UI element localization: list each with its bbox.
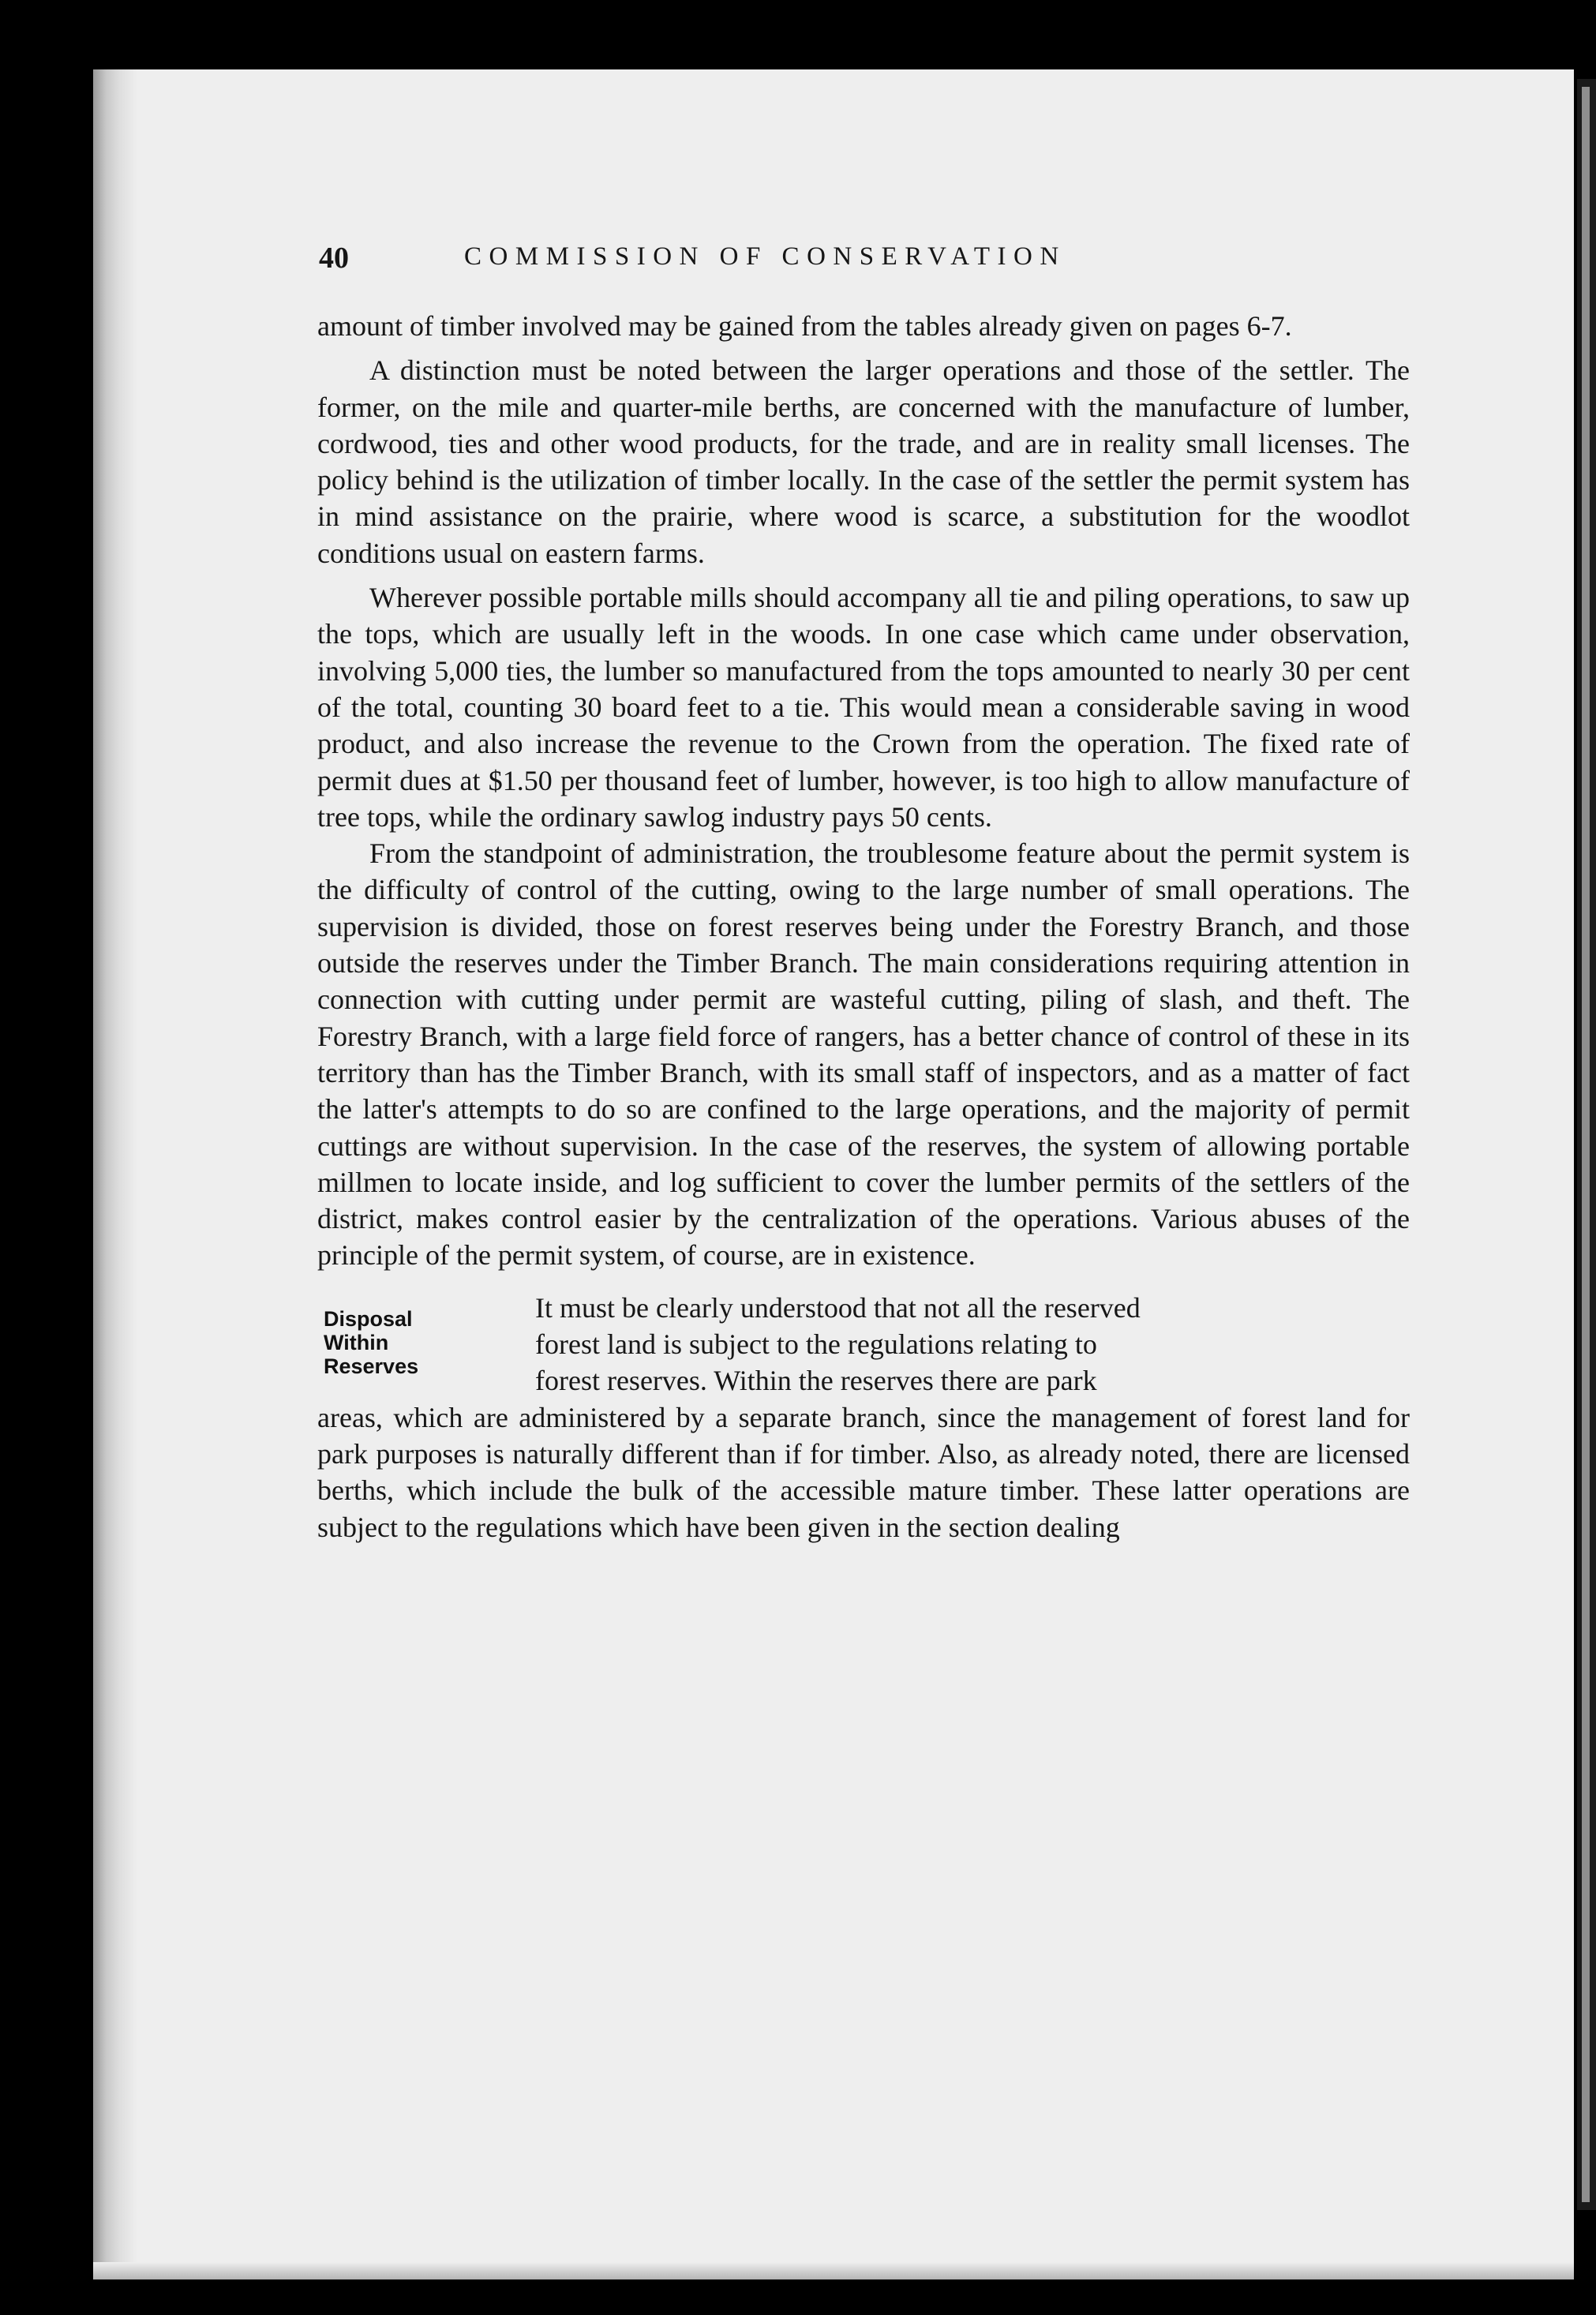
paragraph-continued: amount of timber involved may be gained from the tables already given on pages 6-7.: [317, 310, 1292, 342]
bottom-shadow: [93, 2262, 1574, 2279]
hanging-line: It must be clearly understood that not all the reserved: [535, 1291, 1141, 1324]
side-heading-line: Reserves: [324, 1354, 419, 1378]
page-header: [319, 241, 1408, 288]
paragraph-continuation: areas, which are administered by a separate branch, since the management of forest land for park purposes is naturally different than if for timber. Also, as already noted, there are licensed berths, which include the bulk of the accessible mature timber. These latter operations are subject to the regulations which have been given in the section dealing: [317, 1401, 1410, 1543]
paragraph: From the standpoint of administration, the troublesome feature about the permit system is the difficulty of control of the cutting, owing to the large number of small operations. The supervision is divided, those on forest reserves being under the Forestry Branch, and those outside the reserves under the Timber Branch. The main considerations requiring attention in connection with cutting under permit are wasteful cutting, piling of slash, and theft. The Forestry Branch, with a large field force of rangers, has a better chance of control of these in its territory than has the Timber Branch, with its small staff of inspectors, and as a matter of fact the latter's attempts to do so are confined to the large operations, and the majority of permit cuttings are without supervision. In the case of the reserves, the system of allowing portable millmen to locate inside, and log sufficient to cover the lumber permits of the settlers of the district, makes control easier by the centralization of the operations. Various abuses of the principle of the permit system, of course, are in existence.: [317, 837, 1410, 1272]
side-heading: [324, 1307, 481, 1378]
page-number: 40: [319, 242, 349, 275]
disposal-within-reserves-section: [317, 1290, 1410, 1545]
binding-shadow: [93, 69, 137, 2279]
side-heading-line: Disposal: [324, 1306, 413, 1331]
hanging-line: forest reserves. Within the reserves there are park: [535, 1365, 1097, 1397]
adjacent-page-edge-highlight: [1582, 87, 1590, 2202]
paragraph: A distinction must be noted between the larger operations and those of the settler. The former, on the mile and quarter-mile berths, are concerned with the manufacture of lumber, cordwood, ties and other wood products, for the trade, and are in reality small licenses. The policy behind is the utilization of timber locally. In the case of the settler the permit system has in mind assistance on the prairie, where wood is scarce, a substitution for the woodlot conditions usual on eastern farms.: [317, 354, 1410, 569]
body-text: [317, 308, 1410, 1545]
hanging-line: forest land is subject to the regulations relating to: [535, 1328, 1097, 1361]
paragraph: Wherever possible portable mills should accompany all tie and piling operations, to saw up the tops, which are usually left in the woods. In one case which came under observation, involving 5,000 ties, the lumber so manufactured from the tops amounted to nearly 30 per cent of the total, counting 30 board feet to a tie. This would mean a considerable saving in wood product, and also increase the revenue to the Crown from the operation. The fixed rate of permit dues at $1.50 per thousand feet of lumber, however, is too high to allow manufacture of tree tops, while the ordinary sawlog industry pays 50 cents.: [317, 582, 1410, 833]
running-head: COMMISSION OF CONSERVATION: [464, 242, 1066, 271]
side-heading-line: Within: [324, 1330, 389, 1354]
